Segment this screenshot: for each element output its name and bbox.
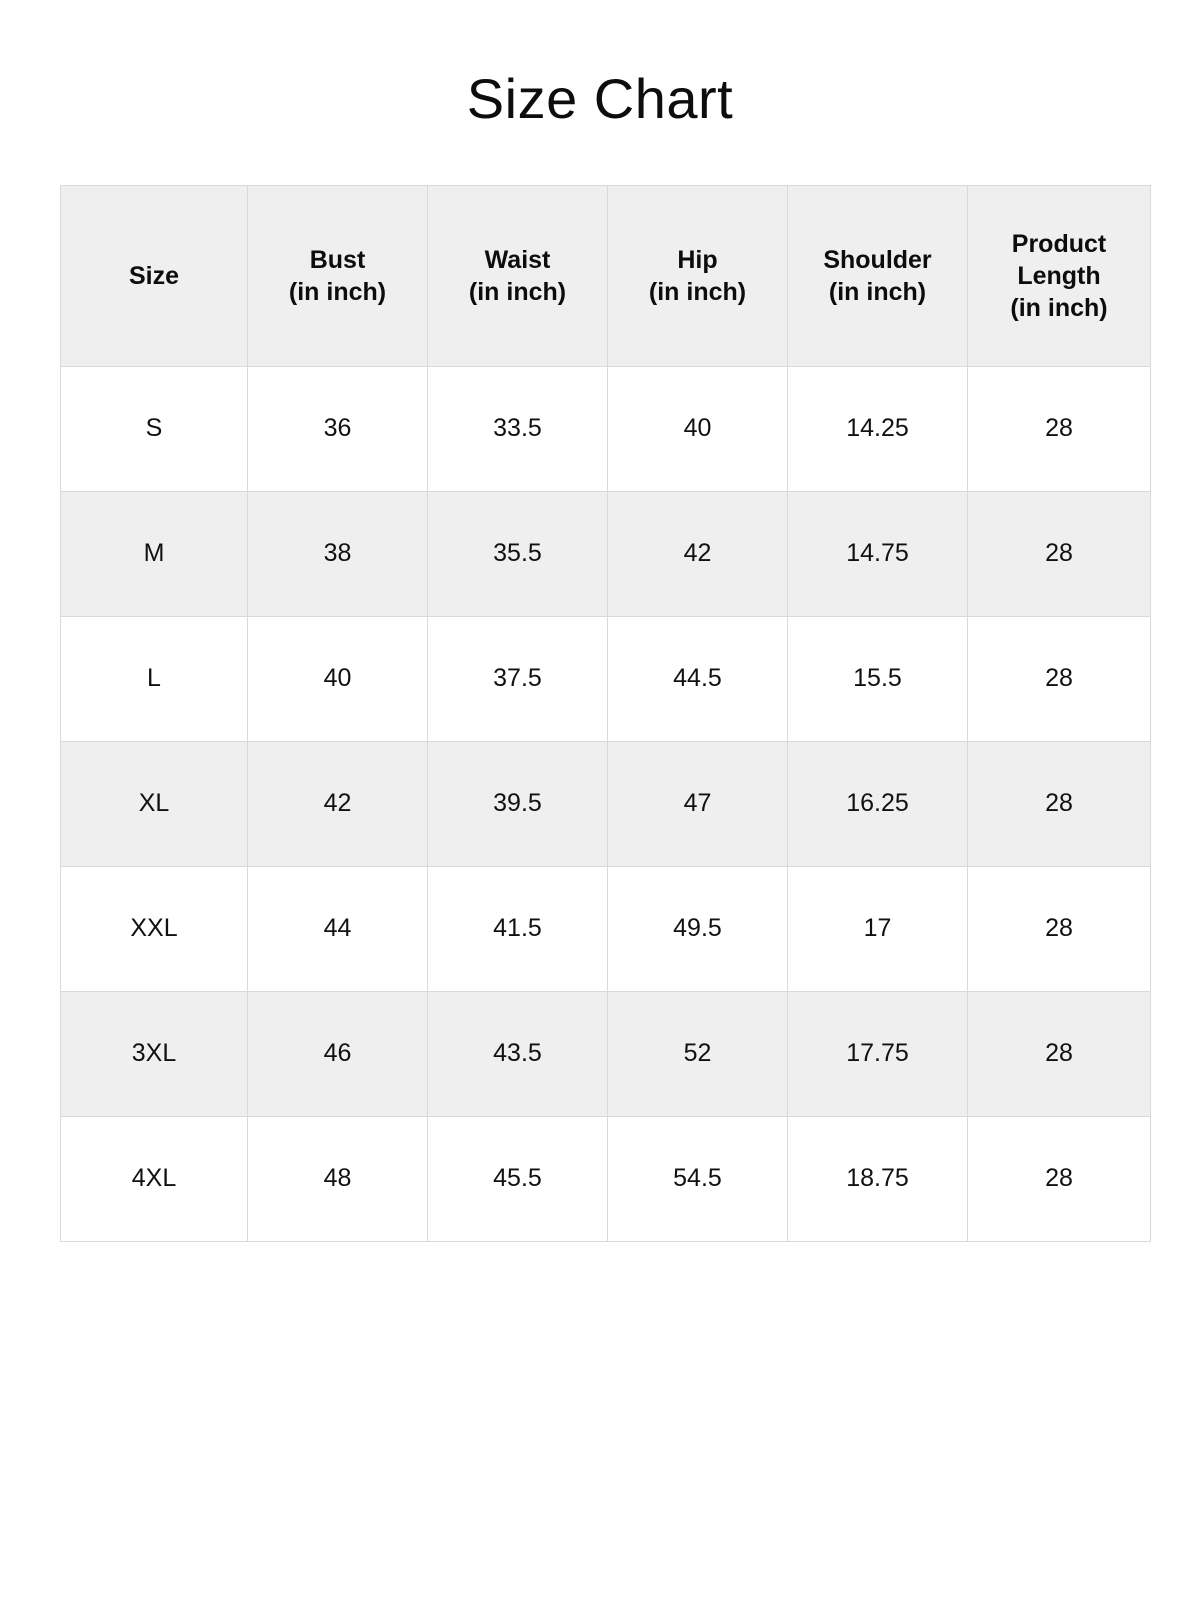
cell-shoulder: 17 [788, 866, 968, 991]
cell-bust: 40 [248, 616, 428, 741]
cell-hip: 52 [608, 991, 788, 1116]
cell-size: S [61, 366, 248, 491]
column-header-product-length-line1: Product [1011, 229, 1107, 258]
column-header-hip-line1: Hip [677, 245, 718, 274]
table-row [61, 491, 1151, 616]
cell-size: 4XL [61, 1116, 248, 1241]
size-chart-table [60, 185, 1151, 1242]
cell-waist: 35.5 [428, 491, 608, 616]
cell-product-length: 28 [968, 866, 1151, 991]
cell-size: XL [61, 741, 248, 866]
cell-shoulder: 15.5 [788, 616, 968, 741]
cell-shoulder: 14.75 [788, 491, 968, 616]
cell-product-length: 28 [968, 491, 1151, 616]
column-header-bust-line2: (in inch) [288, 277, 387, 306]
table-row [61, 366, 1151, 491]
column-header-waist [428, 185, 608, 366]
column-header-waist-line1: Waist [484, 245, 551, 274]
cell-bust: 42 [248, 741, 428, 866]
column-header-product-length-line2: Length [1017, 261, 1101, 290]
cell-size: M [61, 491, 248, 616]
cell-hip: 44.5 [608, 616, 788, 741]
cell-shoulder: 16.25 [788, 741, 968, 866]
cell-shoulder: 18.75 [788, 1116, 968, 1241]
column-header-shoulder [788, 185, 968, 366]
cell-shoulder: 14.25 [788, 366, 968, 491]
cell-product-length: 28 [968, 366, 1151, 491]
cell-size: 3XL [61, 991, 248, 1116]
table-row [61, 991, 1151, 1116]
cell-product-length: 28 [968, 741, 1151, 866]
cell-size: L [61, 616, 248, 741]
cell-bust: 48 [248, 1116, 428, 1241]
cell-waist: 33.5 [428, 366, 608, 491]
column-header-product-length-line3: (in inch) [1010, 293, 1108, 322]
cell-waist: 37.5 [428, 616, 608, 741]
cell-waist: 45.5 [428, 1116, 608, 1241]
column-header-shoulder-line2: (in inch) [828, 277, 927, 306]
table-header-row [61, 185, 1151, 366]
column-header-waist-line2: (in inch) [468, 277, 567, 306]
cell-hip: 47 [608, 741, 788, 866]
table-row [61, 1116, 1151, 1241]
table-row [61, 866, 1151, 991]
cell-size: XXL [61, 866, 248, 991]
cell-hip: 54.5 [608, 1116, 788, 1241]
column-header-hip [608, 185, 788, 366]
column-header-size [61, 185, 248, 366]
cell-bust: 44 [248, 866, 428, 991]
cell-shoulder: 17.75 [788, 991, 968, 1116]
table-body [61, 366, 1151, 1241]
cell-product-length: 28 [968, 1116, 1151, 1241]
cell-hip: 42 [608, 491, 788, 616]
table-row [61, 741, 1151, 866]
cell-hip: 49.5 [608, 866, 788, 991]
column-header-product-length [968, 185, 1151, 366]
column-header-shoulder-line1: Shoulder [823, 245, 932, 274]
column-header-size-line1: Size [128, 261, 180, 290]
cell-waist: 43.5 [428, 991, 608, 1116]
cell-bust: 38 [248, 491, 428, 616]
table-header [61, 185, 1151, 366]
cell-bust: 46 [248, 991, 428, 1116]
page-title: Size Chart [466, 67, 734, 130]
cell-product-length: 28 [968, 616, 1151, 741]
column-header-hip-line2: (in inch) [648, 277, 747, 306]
table-row [61, 616, 1151, 741]
cell-waist: 39.5 [428, 741, 608, 866]
cell-waist: 41.5 [428, 866, 608, 991]
column-header-bust-line1: Bust [309, 245, 366, 274]
cell-hip: 40 [608, 366, 788, 491]
cell-product-length: 28 [968, 991, 1151, 1116]
size-chart-table-container [60, 130, 1140, 1242]
column-header-bust [248, 185, 428, 366]
cell-bust: 36 [248, 366, 428, 491]
